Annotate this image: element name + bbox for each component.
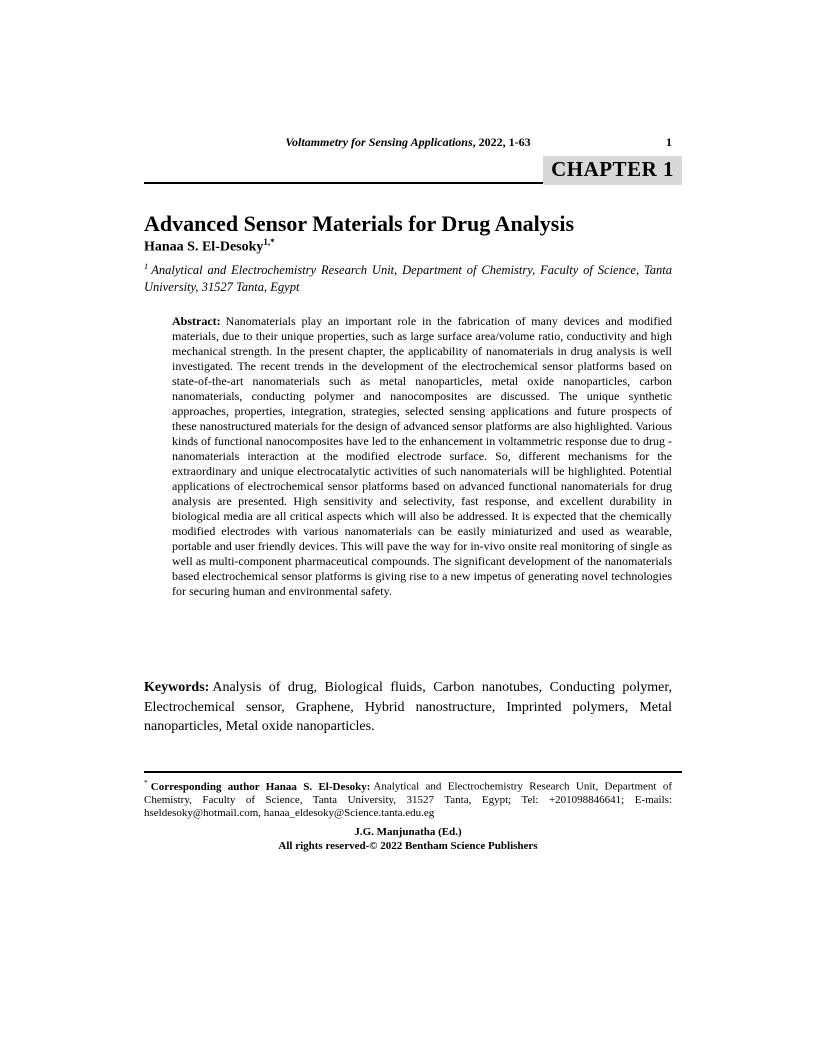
- journal-issue: , 2022, 1-63: [472, 135, 531, 149]
- page-number: 1: [666, 135, 672, 149]
- author-superscript: 1,*: [263, 237, 275, 247]
- running-head-title: [285, 135, 530, 150]
- abstract-text: Nanomaterials play an important role in the fabrication of many devices and modified materials, due to their unique properties, such as large surface area/volume ratio, conductivity and high mechanical strength. In the present chapter, the applicability of nanomaterials in drug analysis is well investigated. The recent trends in the development of the electrochemical sensor platforms based on state-of-the-art nanomaterials such as metal nanoparticles, metal oxide nanoparticles, carbon nanomaterials, conducting polymer and nanocomposites are discussed. The unique synthetic approaches, properties, integration, strategies, selected sensing applications and future prospects of these nanostructured materials for the design of advanced sensor platforms are also highlighted. Various kinds of functional nanocomposites have led to the enhancement in voltammetric response due to drug - nanomaterials interaction at the modified electrode surface. So, different mechanisms for the extraordinary and unique electrocatalytic activities of such nanomaterials will be highlighted. Potential applications of electrochemical sensor platforms based on advanced functional nanomaterials for drug analysis are presented. High sensitivity and selectivity, fast response, and excellent durability in biological media are all critical aspects which will also be addressed. It is expected that the chemically modified electrodes with various nanomaterials can be easily miniaturized and used as wearable, portable and user friendly devices. This will pave the way for in-vivo onsite real monitoring of single as well as multi-component pharmaceutical compounds. The significant development of the nanomaterials based electrochemical sensor platforms is giving rise to a new impetus of generating novel technologies for securing human and environmental safety.: [172, 314, 672, 598]
- publisher-block: [144, 826, 672, 853]
- affiliation-text: Analytical and Electrochemistry Research Unit, Department of Chemistry, Faculty of Science, Tanta University, 31527 Tanta, Egypt: [144, 263, 672, 294]
- affiliation-superscript: 1: [144, 261, 149, 271]
- chapter-label: CHAPTER 1: [543, 156, 682, 185]
- abstract-paragraph: [172, 314, 672, 599]
- rights-line: All rights reserved-© 2022 Bentham Science Publishers: [278, 839, 538, 852]
- corresponding-author-footnote: [144, 776, 672, 821]
- editor-line: J.G. Manjunatha (Ed.): [354, 826, 462, 838]
- footnote-marker: *: [144, 778, 148, 787]
- footnote-label: Corresponding author Hanaa S. El-Desoky:: [150, 780, 371, 793]
- footnote-rule: [144, 771, 682, 773]
- author-line: [144, 237, 672, 256]
- keywords-label: Keywords:: [144, 680, 210, 695]
- keywords-paragraph: [144, 678, 672, 737]
- affiliation: [144, 258, 672, 295]
- article-title: Advanced Sensor Materials for Drug Analysis: [144, 210, 575, 236]
- keywords-text: Analysis of drug, Biological fluids, Carbon nanotubes, Conducting polymer, Electrochemical sensor, Graphene, Hybrid nanostructure, Imprinted polymers, Metal nanoparticles, Metal oxide nanoparticles.: [144, 680, 672, 734]
- journal-title: Voltammetry for Sensing Applications: [285, 135, 473, 149]
- running-head: [144, 135, 672, 150]
- footnote-text: Analytical and Electrochemistry Research Unit, Department of Chemistry, Faculty of Science, Tanta University, 31527 Tanta, Egypt; Tel: +201098846641; E-mails: hseldesoky@hotmail.com, hanaa_eldesoky@Science.tanta.edu.eg: [144, 780, 672, 820]
- author-name: Hanaa S. El-Desoky: [144, 239, 264, 255]
- abstract-label: Abstract:: [172, 314, 221, 328]
